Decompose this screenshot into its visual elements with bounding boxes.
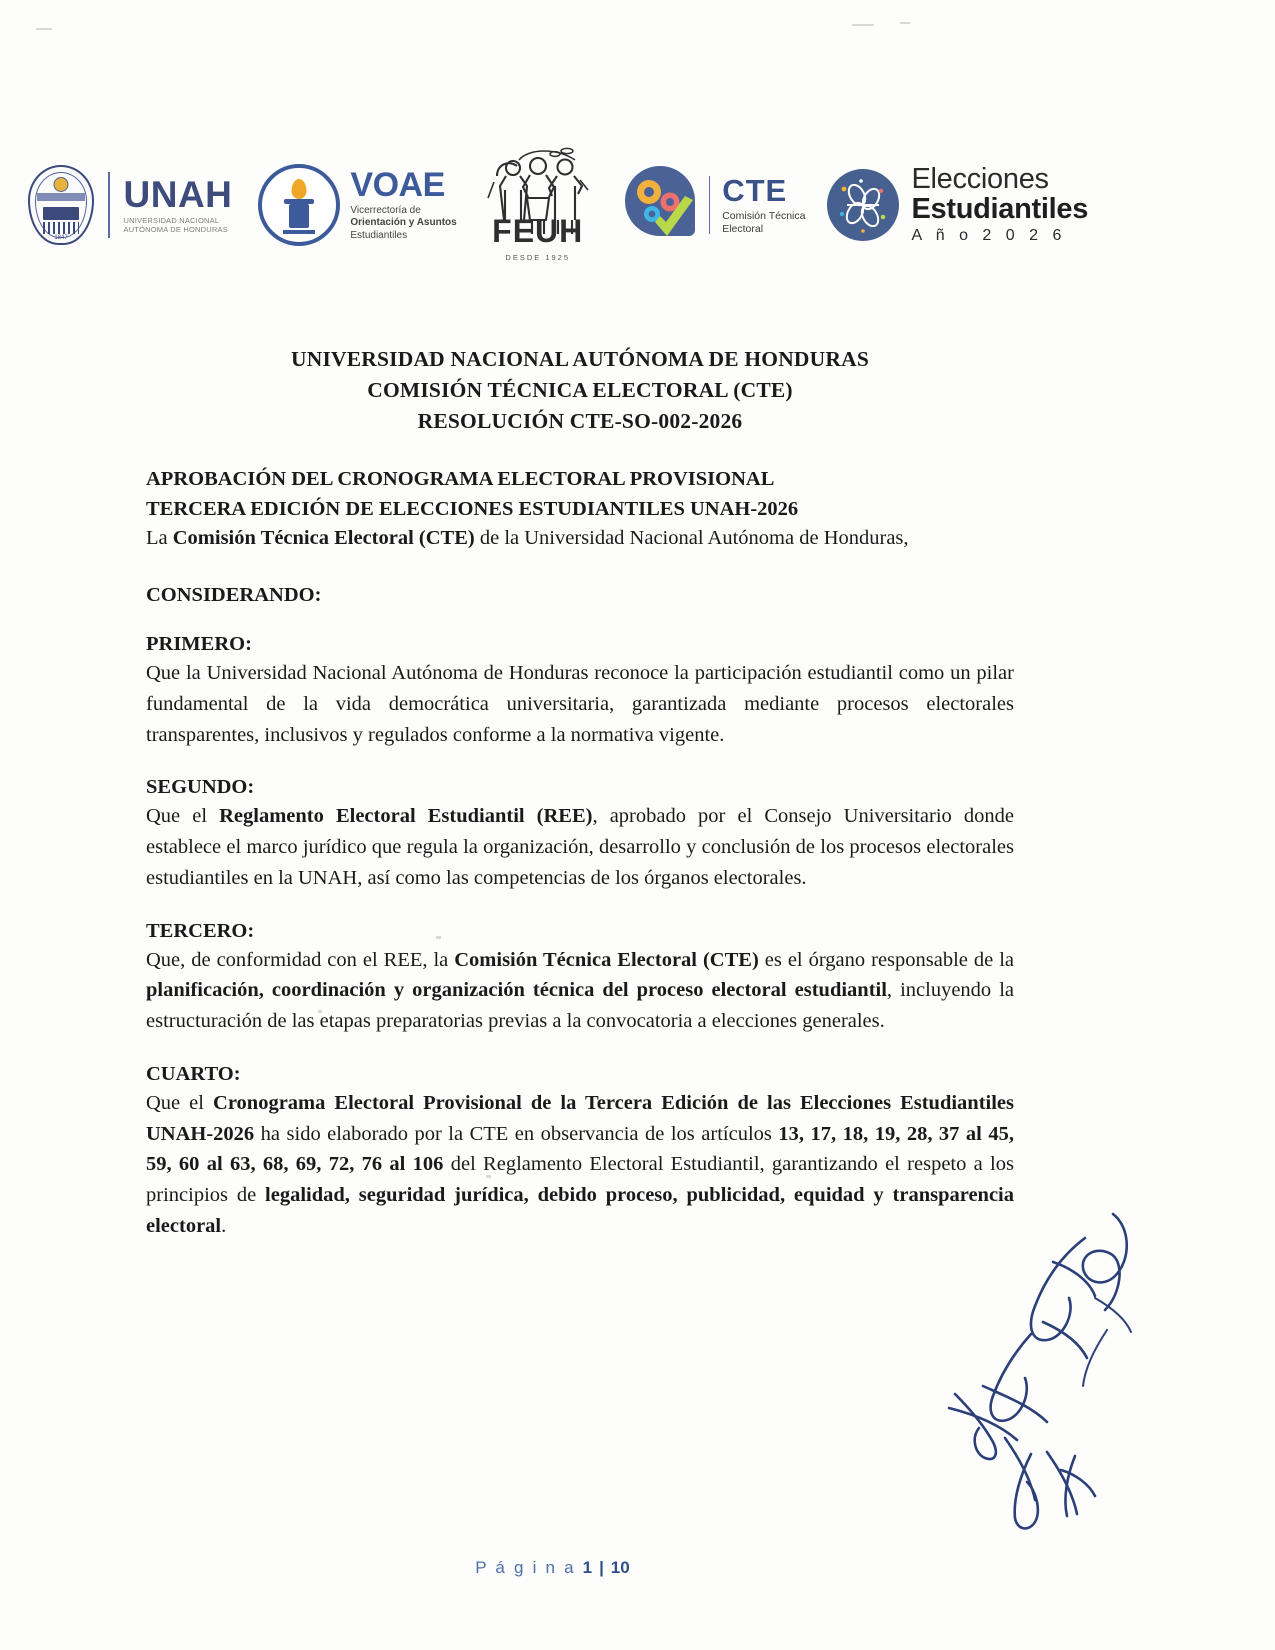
unah-subtitle-line2: AUTÓNOMA DE HONDURAS — [123, 225, 228, 234]
clause-list — [146, 633, 1014, 1242]
scan-artifact — [900, 22, 910, 24]
clause-label: CUARTO: — [146, 1062, 241, 1085]
clause — [146, 1063, 1014, 1242]
seal-banner — [37, 193, 85, 201]
logo-elecciones-estudiantiles — [827, 165, 1088, 244]
cte-subtitle-line1: Comisión Técnica — [722, 209, 806, 222]
footer-current-page: 1 — [582, 1558, 593, 1577]
cte-gear-glyphs — [625, 166, 697, 244]
unah-wordmark: UNAH — [123, 173, 233, 215]
logo-voae — [258, 164, 456, 246]
clause-label: TERCERO: — [146, 919, 255, 942]
footer-separator: | — [599, 1558, 604, 1577]
clause-label: SEGUNDO: — [146, 776, 255, 799]
seal-pillars-icon — [43, 222, 79, 234]
clause-text: . — [221, 1214, 227, 1237]
lead-prefix: La — [146, 527, 173, 550]
handwritten-signature — [935, 1202, 1165, 1532]
unah-seal-icon — [28, 165, 94, 245]
voae-torch-icon — [258, 164, 340, 246]
clause — [146, 920, 1014, 1037]
lead-entity: Comisión Técnica Electoral (CTE) — [172, 527, 475, 550]
footer-label: P á g i n a — [475, 1558, 576, 1577]
footer-total-pages: 10 — [610, 1558, 630, 1577]
clause-emphasis: Reglamento Electoral Estudiantil (REE) — [219, 805, 593, 828]
voae-subtitle-line1: Vicerrectoría de — [350, 205, 421, 217]
document-body — [146, 344, 1014, 1242]
clause — [146, 776, 1014, 893]
clause-body — [146, 1088, 1014, 1242]
subject-line-2: TERCERA EDICIÓN DE ELECCIONES ESTUDIANTILES UNAH-2026 — [146, 497, 799, 520]
clause — [146, 633, 1014, 750]
clause-body — [146, 945, 1014, 1037]
clause-text: del Reglamento Electoral Estudiantil, garantizando el respeto a los principios de — [146, 1153, 1014, 1207]
cte-gears-icon — [625, 166, 697, 244]
voae-flame-icon — [292, 179, 307, 199]
page-footer — [0, 1558, 1275, 1578]
header-logo-strip — [28, 140, 1158, 270]
considerando-label: CONSIDERANDO: — [146, 584, 322, 607]
seal-year-label: 1847 — [54, 235, 68, 241]
clause-emphasis: Comisión Técnica Electoral (CTE) — [454, 948, 759, 971]
elecciones-year-label: A ñ o 2 0 2 6 — [911, 226, 1067, 244]
subject-heading — [146, 465, 1014, 524]
clause-emphasis: 13, 17, 18, 19, 28, 37 al 45, 59, 60 al 63, 68, 69, 72, 76 al 106 — [146, 1122, 1014, 1176]
clause-text: Que, de conformidad con el REE, la — [146, 948, 455, 971]
voae-column-base — [283, 230, 315, 234]
clause-text: ha sido elaborado por la CTE en observancia de los artículos — [254, 1122, 779, 1145]
subject-line-1: APROBACIÓN DEL CRONOGRAMA ELECTORAL PROVISIONAL — [146, 467, 775, 490]
scan-artifact — [36, 28, 52, 30]
voae-subtitle — [350, 205, 456, 242]
logo-feuh — [479, 146, 597, 264]
clause-emphasis: planificación, coordinación y organización técnica del proceso electoral estudiantil — [146, 979, 887, 1002]
lead-paragraph — [146, 524, 1014, 554]
cte-subtitle — [722, 210, 805, 235]
voae-column-shaft — [289, 204, 309, 228]
feuh-wordmark: FEUH — [492, 213, 584, 249]
logo-cte — [625, 166, 806, 244]
seal-book-icon — [43, 207, 79, 220]
seal-sun-icon — [54, 177, 69, 192]
cte-wordmark: CTE — [722, 172, 788, 208]
unah-subtitle — [124, 216, 233, 235]
clause-body — [146, 801, 1014, 893]
clause-emphasis: Cronograma Electoral Provisional de la Tercera Edición de las Elecciones Estudiantiles UNAH-2026 — [146, 1091, 1014, 1145]
scan-artifact — [852, 24, 874, 26]
voae-subtitle-line2: Orientación y Asuntos — [350, 217, 457, 229]
voae-wordmark: VOAE — [350, 166, 445, 205]
clause-text: , incluyendo la estructuración de las etapas preparatorias previas a la convocatoria a elecciones generales. — [146, 979, 1015, 1033]
elecciones-emblem-glyph — [827, 169, 899, 241]
clause-body — [146, 658, 1014, 750]
page-title — [146, 344, 1014, 437]
unah-subtitle-line1: UNIVERSIDAD NACIONAL — [123, 215, 220, 225]
voae-subtitle-line3: Estudiantiles — [350, 229, 408, 241]
clause-text: Que el — [146, 805, 220, 828]
lead-suffix: de la Universidad Nacional Autónoma de Honduras, — [474, 527, 909, 550]
elecciones-emblem-icon — [827, 169, 899, 241]
footer-page-indicator — [475, 1558, 629, 1577]
title-line-institution: UNIVERSIDAD NACIONAL AUTÓNOMA DE HONDURAS — [290, 347, 869, 371]
clause-text: Que el — [146, 1091, 214, 1114]
title-line-resolution: RESOLUCIÓN CTE-SO-002-2026 — [417, 408, 743, 433]
cte-subtitle-line2: Electoral — [722, 222, 764, 235]
logo-divider — [709, 176, 711, 234]
elecciones-line1: Elecciones — [911, 163, 1049, 196]
clause-text: es el órgano responsable de la — [758, 948, 1014, 971]
clause-text: Que la Universidad Nacional Autónoma de Honduras reconoce la participación estudiantil como un pilar fundamental de la vida democrática universitaria, garantizada mediante procesos electorales transparentes, inclusivos y regulados conforme a la normativa vigente. — [146, 662, 1014, 746]
clause-emphasis: legalidad, seguridad jurídica, debido proceso, publicidad, equidad y transparencia electoral — [146, 1184, 1014, 1237]
feuh-since-label: DESDE 1925 — [505, 253, 571, 262]
clause-text: , aprobado por el Consejo Universitario donde establece el marco jurídico que regula la organización, desarrollo y conclusión de los procesos electorales estudiantiles en la UNAH, así como las competencias de los órganos electorales. — [146, 805, 1014, 889]
clause-label: PRIMERO: — [146, 633, 252, 656]
logo-divider — [108, 172, 110, 238]
elecciones-line2: Estudiantiles — [911, 193, 1089, 225]
logo-unah — [28, 165, 232, 245]
title-line-commission: COMISIÓN TÉCNICA ELECTORAL (CTE) — [367, 377, 793, 402]
